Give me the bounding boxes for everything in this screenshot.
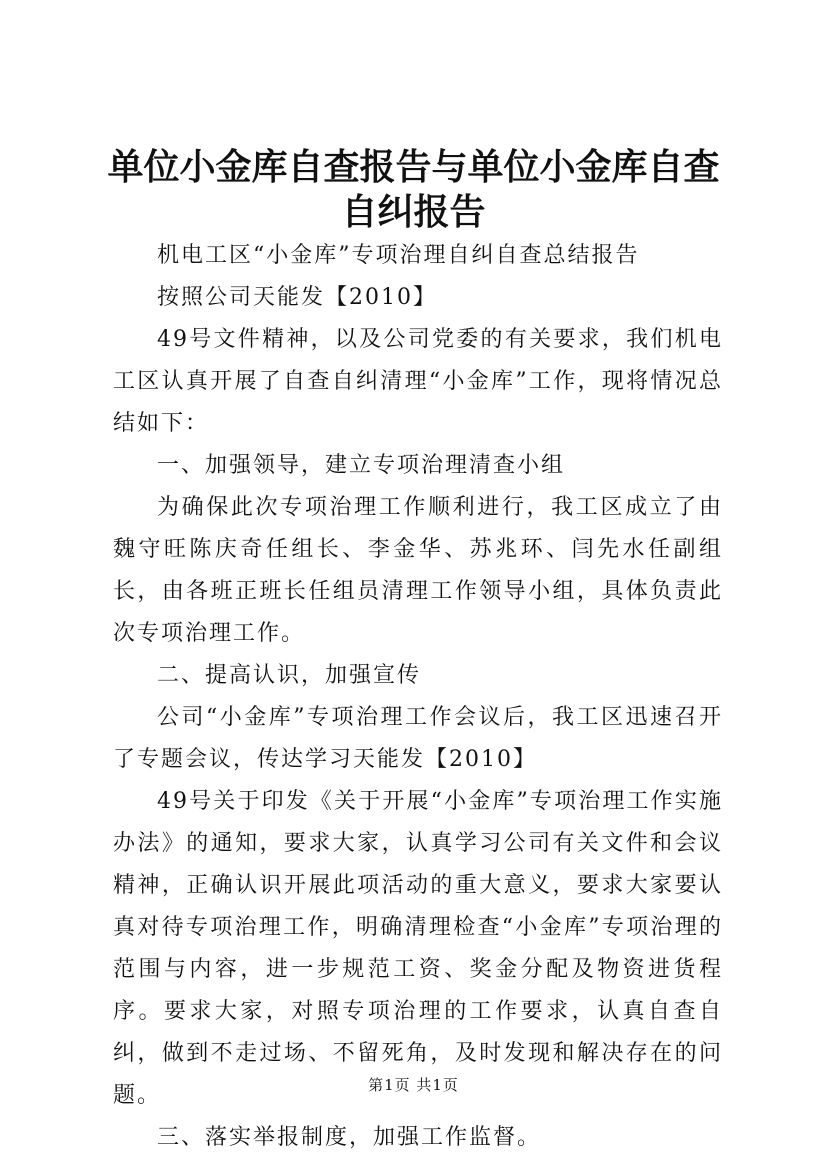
paragraph-reference: 按照公司天能发【2010】 — [157, 285, 437, 310]
section-heading-leadership: 一、加强领导，建立专项治理清查小组 — [157, 453, 566, 478]
paragraph-meeting: 公司“小金库”专项治理工作会议后，我工区迅速召开了专题会议，传达学习天能发【2010】 — [113, 705, 723, 772]
section-heading-awareness: 二、提高认识，加强宣传 — [157, 663, 422, 688]
section-heading-reporting: 三、落实举报制度，加强工作监督。 — [157, 1125, 542, 1150]
paragraph-intro: 49号文件精神，以及公司党委的有关要求，我们机电工区认真开展了自查自纠清理“小金库”工作，现将情况总结如下： — [113, 327, 723, 436]
document-title: 单位小金库自查报告与单位小金库自查自纠报告 — [107, 146, 720, 233]
paragraph-leadership: 为确保此次专项治理工作顺利进行，我工区成立了由魏守旺陈庆奇任组长、李金华、苏兆环、闫先水任副组长，由各班正班长任组员清理工作领导小组，具体负责此次专项治理工作。 — [113, 495, 723, 646]
page-number-footer: 第1页 共1页 — [368, 1076, 459, 1094]
paragraph-report-heading: 机电工区“小金库”专项治理自纠自查总结报告 — [157, 243, 640, 268]
paragraph-requirements: 49号关于印发《关于开展“小金库”专项治理工作实施办法》的通知，要求大家，认真学习公司有关文件和会议精神，正确认识开展此项活动的重大意义，要求大家要认真对待专项治理工作，明确清理检查“小金库”专项治理的范围与内容，进一步规范工资、奖金分配及物资进货程序。要求大家，对照专项治理的工作要求，认真自查自纠，做到不走过场、不留死角，及时发现和解决存在的问题。 — [113, 789, 723, 1108]
document-body — [113, 235, 723, 1159]
